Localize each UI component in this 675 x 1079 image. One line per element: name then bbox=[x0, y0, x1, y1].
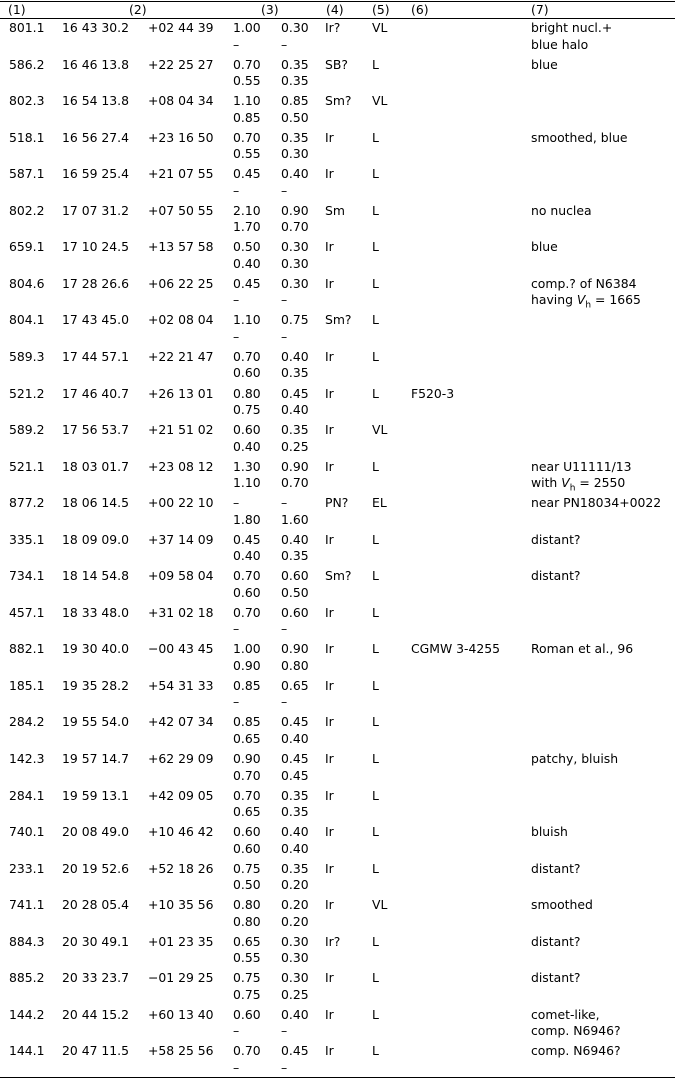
row-ra: 17 44 57.1 bbox=[62, 348, 129, 364]
column-header-6: (6) bbox=[411, 2, 429, 17]
row-note: distant? bbox=[531, 568, 581, 584]
row-size-a-second: 0.60 bbox=[233, 365, 261, 381]
row-type: Sm? bbox=[325, 312, 352, 328]
row-class: L bbox=[372, 933, 379, 949]
row-type: PN? bbox=[325, 495, 349, 511]
row-ra: 16 56 27.4 bbox=[62, 129, 129, 145]
row-size-a: 2.10 bbox=[233, 202, 261, 218]
row-ra: 20 19 52.6 bbox=[62, 860, 129, 876]
row-type: Ir bbox=[325, 422, 334, 438]
header-rule bbox=[0, 18, 675, 19]
row-size-a-second: – bbox=[233, 1023, 240, 1039]
row-size-b: 0.20 bbox=[281, 897, 309, 913]
row-type: Ir bbox=[325, 751, 334, 766]
row-size-b-second: – bbox=[281, 1023, 288, 1039]
row-type: Ir bbox=[325, 1006, 334, 1022]
row-note: having $V_h = 1665$ bbox=[531, 292, 641, 311]
row-size-b: 0.30 bbox=[281, 933, 309, 949]
row-size-b: 0.30 bbox=[281, 239, 309, 255]
row-size-b: 0.45 bbox=[281, 751, 309, 766]
row-dec: +31 02 18 bbox=[148, 604, 214, 620]
row-size-a: 0.45 bbox=[233, 531, 261, 547]
row-ra: 19 55 54.0 bbox=[62, 714, 129, 730]
row-size-a-second: – bbox=[233, 328, 240, 344]
row-type: Ir bbox=[325, 860, 334, 876]
row-type: SB? bbox=[325, 56, 348, 72]
row-ra: 17 43 45.0 bbox=[62, 312, 129, 328]
row-size-a: 0.70 bbox=[233, 348, 261, 364]
row-type: Ir bbox=[325, 531, 334, 547]
row-dec: +13 57 58 bbox=[148, 239, 214, 255]
row-size-b-second: – bbox=[281, 182, 288, 198]
row-dec: +60 13 40 bbox=[148, 1006, 214, 1022]
row-class: EL bbox=[372, 495, 387, 511]
row-size-a-second: 0.60 bbox=[233, 584, 261, 600]
row-dec: +08 04 34 bbox=[148, 93, 214, 109]
row-ra: 18 03 01.7 bbox=[62, 458, 129, 474]
row-ra: 20 44 15.2 bbox=[62, 1006, 129, 1022]
row-size-b: 0.90 bbox=[281, 641, 309, 657]
row-type: Ir bbox=[325, 275, 334, 291]
row-class: L bbox=[372, 824, 379, 840]
row-class: L bbox=[372, 129, 379, 145]
row-size-a-second: 0.65 bbox=[233, 730, 261, 746]
row-id: 185.1 bbox=[9, 677, 45, 693]
row-class: L bbox=[372, 860, 379, 876]
row-dec: +23 16 50 bbox=[148, 129, 214, 145]
row-dec: +00 22 10 bbox=[148, 495, 214, 511]
row-size-a: 0.85 bbox=[233, 714, 261, 730]
row-size-a-second: 0.55 bbox=[233, 950, 261, 966]
row-ra: 18 33 48.0 bbox=[62, 604, 129, 620]
row-size-a-second: – bbox=[233, 694, 240, 710]
row-ra: 17 07 31.2 bbox=[62, 202, 129, 218]
row-class: L bbox=[372, 751, 379, 766]
row-size-a: 0.70 bbox=[233, 604, 261, 620]
row-size-b-second: 1.60 bbox=[281, 511, 309, 527]
row-size-a: 1.30 bbox=[233, 458, 261, 474]
row-dec: +07 50 55 bbox=[148, 202, 214, 218]
row-id: 659.1 bbox=[9, 239, 45, 255]
column-header-7: (7) bbox=[531, 2, 549, 17]
row-size-b: 0.45 bbox=[281, 714, 309, 730]
row-class: VL bbox=[372, 897, 388, 913]
row-size-a: 0.70 bbox=[233, 568, 261, 584]
row-size-b: 0.90 bbox=[281, 458, 309, 474]
row-dec: +37 14 09 bbox=[148, 531, 214, 547]
row-ra: 19 30 40.0 bbox=[62, 641, 129, 657]
row-size-b-second: – bbox=[281, 328, 288, 344]
row-id: 284.1 bbox=[9, 787, 45, 803]
row-note: distant? bbox=[531, 970, 581, 986]
row-size-b: 0.30 bbox=[281, 970, 309, 986]
row-type: Ir? bbox=[325, 20, 341, 35]
row-size-a: 1.00 bbox=[233, 20, 261, 35]
row-size-b-second: 0.30 bbox=[281, 950, 309, 966]
row-note: near U11111/13 bbox=[531, 458, 632, 474]
row-id: 518.1 bbox=[9, 129, 45, 145]
row-class: VL bbox=[372, 93, 388, 109]
row-ra: 19 59 13.1 bbox=[62, 787, 129, 803]
row-class: L bbox=[372, 787, 379, 803]
row-id: 801.1 bbox=[9, 20, 45, 35]
row-size-a: 1.00 bbox=[233, 641, 261, 657]
row-class: L bbox=[372, 970, 379, 986]
row-type: Ir bbox=[325, 458, 334, 474]
row-id: 802.3 bbox=[9, 93, 45, 109]
row-dec: +02 44 39 bbox=[148, 20, 214, 35]
row-size-a: 0.60 bbox=[233, 422, 261, 438]
row-ra: 17 56 53.7 bbox=[62, 422, 129, 438]
row-size-a: 0.70 bbox=[233, 129, 261, 145]
row-ra: 19 35 28.2 bbox=[62, 677, 129, 693]
row-size-a-second: 0.50 bbox=[233, 877, 261, 893]
row-size-a-second: 1.70 bbox=[233, 219, 261, 235]
row-size-a-second: 0.80 bbox=[233, 913, 261, 929]
row-class: L bbox=[372, 275, 379, 291]
row-size-b-second: – bbox=[281, 1059, 288, 1075]
row-dec: +62 29 09 bbox=[148, 751, 214, 766]
row-id: 144.2 bbox=[9, 1006, 45, 1022]
row-dec: +22 25 27 bbox=[148, 56, 214, 72]
row-id: 144.1 bbox=[9, 1043, 45, 1059]
row-size-b-second: – bbox=[281, 292, 288, 308]
row-size-b-second: 0.70 bbox=[281, 475, 309, 491]
row-size-b: 0.90 bbox=[281, 202, 309, 218]
row-class: L bbox=[372, 677, 379, 693]
row-id: 521.2 bbox=[9, 385, 45, 401]
row-size-a: 0.45 bbox=[233, 166, 261, 182]
row-size-b-second: 0.25 bbox=[281, 986, 309, 1002]
row-note: patchy, bluish bbox=[531, 751, 619, 766]
row-id: 877.2 bbox=[9, 495, 45, 511]
row-note: comet-like, bbox=[531, 1006, 600, 1022]
row-type: Ir bbox=[325, 1043, 334, 1059]
row-size-a-second: 0.90 bbox=[233, 657, 261, 673]
row-size-a-second: 1.80 bbox=[233, 511, 261, 527]
row-class: L bbox=[372, 1006, 379, 1022]
row-size-b: 0.60 bbox=[281, 568, 309, 584]
row-note: blue halo bbox=[531, 36, 589, 52]
row-size-a: 0.80 bbox=[233, 385, 261, 401]
row-type: Ir bbox=[325, 787, 334, 803]
row-type: Sm bbox=[325, 202, 345, 218]
row-id: 882.1 bbox=[9, 641, 45, 657]
row-note: with $V_h = 2550$ bbox=[531, 475, 626, 494]
row-size-a-second: 0.65 bbox=[233, 804, 261, 820]
row-size-a: 0.65 bbox=[233, 933, 261, 949]
row-size-a-second: 0.75 bbox=[233, 402, 261, 417]
row-size-a: 0.70 bbox=[233, 787, 261, 803]
row-type: Ir bbox=[325, 970, 334, 986]
row-ra: 18 06 14.5 bbox=[62, 495, 129, 511]
row-size-b: – bbox=[281, 495, 288, 511]
row-class: VL bbox=[372, 422, 388, 438]
row-ra: 20 08 49.0 bbox=[62, 824, 129, 840]
row-dec: −01 29 25 bbox=[148, 970, 214, 986]
row-type: Ir bbox=[325, 604, 334, 620]
row-size-b: 0.35 bbox=[281, 56, 309, 72]
row-note: no nuclea bbox=[531, 202, 592, 218]
row-ra: 16 59 25.4 bbox=[62, 166, 129, 182]
row-note: smoothed, blue bbox=[531, 129, 628, 145]
row-size-b-second: 0.50 bbox=[281, 584, 309, 600]
row-note: comp. N6946? bbox=[531, 1023, 621, 1039]
row-size-b-second: 0.40 bbox=[281, 730, 309, 746]
row-id: 587.1 bbox=[9, 166, 45, 182]
row-dec: +02 08 04 bbox=[148, 312, 214, 328]
row-class: L bbox=[372, 604, 379, 620]
row-class: L bbox=[372, 531, 379, 547]
row-size-b: 0.75 bbox=[281, 312, 309, 328]
row-size-b: 0.35 bbox=[281, 129, 309, 145]
row-id: 457.1 bbox=[9, 604, 45, 620]
row-id: 521.1 bbox=[9, 458, 45, 474]
row-ra: 18 14 54.8 bbox=[62, 568, 129, 584]
row-class: L bbox=[372, 202, 379, 218]
row-type: Ir bbox=[325, 641, 334, 657]
row-class: VL bbox=[372, 20, 388, 35]
row-type: Ir bbox=[325, 166, 334, 182]
row-type: Ir? bbox=[325, 933, 341, 949]
row-size-a: 0.60 bbox=[233, 824, 261, 840]
row-size-b-second: 0.50 bbox=[281, 109, 309, 125]
row-id: 740.1 bbox=[9, 824, 45, 840]
row-size-b-second: 0.70 bbox=[281, 219, 309, 235]
row-ra: 20 30 49.1 bbox=[62, 933, 129, 949]
row-dec: +23 08 12 bbox=[148, 458, 214, 474]
row-ra: 16 54 13.8 bbox=[62, 93, 129, 109]
row-size-b: 0.40 bbox=[281, 166, 309, 182]
row-size-b-second: – bbox=[281, 621, 288, 637]
row-note: smoothed bbox=[531, 897, 593, 913]
row-size-b: 0.30 bbox=[281, 275, 309, 291]
column-header-5: (5) bbox=[372, 2, 390, 17]
row-size-a: 0.70 bbox=[233, 1043, 261, 1059]
row-size-a: 1.10 bbox=[233, 312, 261, 328]
row-size-a-second: 0.55 bbox=[233, 146, 261, 162]
row-ra: 19 57 14.7 bbox=[62, 751, 129, 766]
row-size-b: 0.85 bbox=[281, 93, 309, 109]
row-size-b-second: 0.35 bbox=[281, 73, 309, 89]
row-size-b: 0.30 bbox=[281, 20, 309, 35]
column-header-2: (2) bbox=[129, 2, 147, 17]
row-size-b: 0.40 bbox=[281, 824, 309, 840]
row-size-a-second: 1.10 bbox=[233, 475, 261, 491]
row-size-b: 0.35 bbox=[281, 860, 309, 876]
row-class: L bbox=[372, 166, 379, 182]
row-id: 804.1 bbox=[9, 312, 45, 328]
row-ra: 20 28 05.4 bbox=[62, 897, 129, 913]
column-header-4: (4) bbox=[326, 2, 344, 17]
row-id: 804.6 bbox=[9, 275, 45, 291]
row-dec: +09 58 04 bbox=[148, 568, 214, 584]
row-size-a-second: – bbox=[233, 1059, 240, 1075]
row-size-b-second: 0.40 bbox=[281, 402, 309, 417]
row-class: L bbox=[372, 312, 379, 328]
bottom-rule bbox=[0, 1077, 675, 1078]
row-id: 802.2 bbox=[9, 202, 45, 218]
row-ra: 16 43 30.2 bbox=[62, 20, 129, 35]
row-ra: 17 28 26.6 bbox=[62, 275, 129, 291]
row-note: bright nucl.+ bbox=[531, 20, 613, 35]
row-class: L bbox=[372, 641, 379, 657]
row-size-a: 0.70 bbox=[233, 56, 261, 72]
row-size-a: 0.75 bbox=[233, 860, 261, 876]
row-size-a: 0.50 bbox=[233, 239, 261, 255]
row-dec: +58 25 56 bbox=[148, 1043, 214, 1059]
row-size-b: 0.65 bbox=[281, 677, 309, 693]
row-id: 589.2 bbox=[9, 422, 45, 438]
row-size-b-second: 0.20 bbox=[281, 877, 309, 893]
row-size-b-second: – bbox=[281, 36, 288, 52]
row-size-a: 0.60 bbox=[233, 1006, 261, 1022]
row-size-a-second: 0.70 bbox=[233, 767, 261, 783]
row-note: comp. N6946? bbox=[531, 1043, 621, 1059]
row-size-b-second: 0.45 bbox=[281, 767, 309, 783]
row-size-b: 0.60 bbox=[281, 604, 309, 620]
row-id: 335.1 bbox=[9, 531, 45, 547]
column-header-1: (1) bbox=[8, 2, 26, 17]
row-size-a-second: – bbox=[233, 621, 240, 637]
row-size-b: 0.35 bbox=[281, 787, 309, 803]
row-type: Ir bbox=[325, 129, 334, 145]
row-size-a-second: 0.40 bbox=[233, 438, 261, 454]
row-size-a-second: – bbox=[233, 36, 240, 52]
row-dec: +26 13 01 bbox=[148, 385, 214, 401]
row-id: 142.3 bbox=[9, 751, 45, 766]
row-size-b-second: – bbox=[281, 694, 288, 710]
row-dec: +22 21 47 bbox=[148, 348, 214, 364]
row-class: L bbox=[372, 458, 379, 474]
row-dec: +42 07 34 bbox=[148, 714, 214, 730]
row-ra: 17 10 24.5 bbox=[62, 239, 129, 255]
row-dec: −00 43 45 bbox=[148, 641, 214, 657]
row-size-a-second: 0.75 bbox=[233, 986, 261, 1002]
row-class: L bbox=[372, 56, 379, 72]
row-size-b-second: 0.40 bbox=[281, 840, 309, 856]
row-size-a: – bbox=[233, 495, 240, 511]
row-type: Ir bbox=[325, 897, 334, 913]
row-size-a-second: 0.85 bbox=[233, 109, 261, 125]
row-ra: 18 09 09.0 bbox=[62, 531, 129, 547]
row-id: 885.2 bbox=[9, 970, 45, 986]
row-class: L bbox=[372, 385, 379, 401]
row-size-a: 0.75 bbox=[233, 970, 261, 986]
row-size-a-second: 0.40 bbox=[233, 548, 261, 564]
row-note: blue bbox=[531, 56, 558, 72]
row-size-b-second: 0.35 bbox=[281, 548, 309, 564]
row-size-a-second: 0.40 bbox=[233, 255, 261, 271]
row-size-a-second: – bbox=[233, 292, 240, 308]
row-size-a: 0.85 bbox=[233, 677, 261, 693]
row-dec: +01 23 35 bbox=[148, 933, 214, 949]
row-id: 284.2 bbox=[9, 714, 45, 730]
row-id: 734.1 bbox=[9, 568, 45, 584]
row-size-a: 0.90 bbox=[233, 751, 261, 766]
row-size-b-second: 0.35 bbox=[281, 365, 309, 381]
row-type: Ir bbox=[325, 677, 334, 693]
row-size-b-second: 0.35 bbox=[281, 804, 309, 820]
row-note: comp.? of N6384 bbox=[531, 275, 637, 291]
row-id: 741.1 bbox=[9, 897, 45, 913]
row-size-b: 0.40 bbox=[281, 348, 309, 364]
row-ra: 20 47 11.5 bbox=[62, 1043, 129, 1059]
row-size-b-second: 0.80 bbox=[281, 657, 309, 673]
row-size-b-second: 0.20 bbox=[281, 913, 309, 929]
row-size-a-second: – bbox=[233, 182, 240, 198]
row-dec: +52 18 26 bbox=[148, 860, 214, 876]
row-dec: +54 31 33 bbox=[148, 677, 214, 693]
row-size-b: 0.40 bbox=[281, 531, 309, 547]
row-type: Ir bbox=[325, 824, 334, 840]
row-size-b-second: 0.30 bbox=[281, 255, 309, 271]
row-class: L bbox=[372, 239, 379, 255]
row-class: L bbox=[372, 348, 379, 364]
row-size-b-second: 0.30 bbox=[281, 146, 309, 162]
row-class: L bbox=[372, 1043, 379, 1059]
row-dec: +42 09 05 bbox=[148, 787, 214, 803]
column-header-3: (3) bbox=[261, 2, 279, 17]
row-size-a: 1.10 bbox=[233, 93, 261, 109]
row-dec: +10 46 42 bbox=[148, 824, 214, 840]
row-note: near PN18034+0022 bbox=[531, 495, 662, 511]
row-dec: +21 51 02 bbox=[148, 422, 214, 438]
row-type: Ir bbox=[325, 348, 334, 364]
row-class: L bbox=[372, 714, 379, 730]
row-ra: 17 46 40.7 bbox=[62, 385, 129, 401]
row-note: distant? bbox=[531, 860, 581, 876]
row-ra: 20 33 23.7 bbox=[62, 970, 129, 986]
row-size-a: 0.80 bbox=[233, 897, 261, 913]
row-other-name: F520-3 bbox=[411, 385, 455, 401]
row-note: distant? bbox=[531, 531, 581, 547]
row-note: blue bbox=[531, 239, 558, 255]
row-ra: 16 46 13.8 bbox=[62, 56, 129, 72]
row-dec: +10 35 56 bbox=[148, 897, 214, 913]
row-dec: +21 07 55 bbox=[148, 166, 214, 182]
row-other-name: CGMW 3-4255 bbox=[411, 641, 501, 657]
row-size-a-second: 0.60 bbox=[233, 840, 261, 856]
row-size-b: 0.35 bbox=[281, 422, 309, 438]
row-note: bluish bbox=[531, 824, 568, 840]
row-size-b: 0.45 bbox=[281, 385, 309, 401]
row-type: Ir bbox=[325, 239, 334, 255]
row-note: Roman et al., 96 bbox=[531, 641, 634, 657]
row-id: 586.2 bbox=[9, 56, 45, 72]
row-type: Ir bbox=[325, 385, 334, 401]
row-class: L bbox=[372, 568, 379, 584]
row-note: distant? bbox=[531, 933, 581, 949]
row-size-a-second: 0.55 bbox=[233, 73, 261, 89]
row-size-b-second: 0.25 bbox=[281, 438, 309, 454]
row-id: 233.1 bbox=[9, 860, 45, 876]
row-id: 884.3 bbox=[9, 933, 45, 949]
row-size-b: 0.40 bbox=[281, 1006, 309, 1022]
row-size-b: 0.45 bbox=[281, 1043, 309, 1059]
row-type: Sm? bbox=[325, 93, 352, 109]
row-id: 589.3 bbox=[9, 348, 45, 364]
row-size-a: 0.45 bbox=[233, 275, 261, 291]
row-type: Ir bbox=[325, 714, 334, 730]
row-dec: +06 22 25 bbox=[148, 275, 214, 291]
row-type: Sm? bbox=[325, 568, 352, 584]
